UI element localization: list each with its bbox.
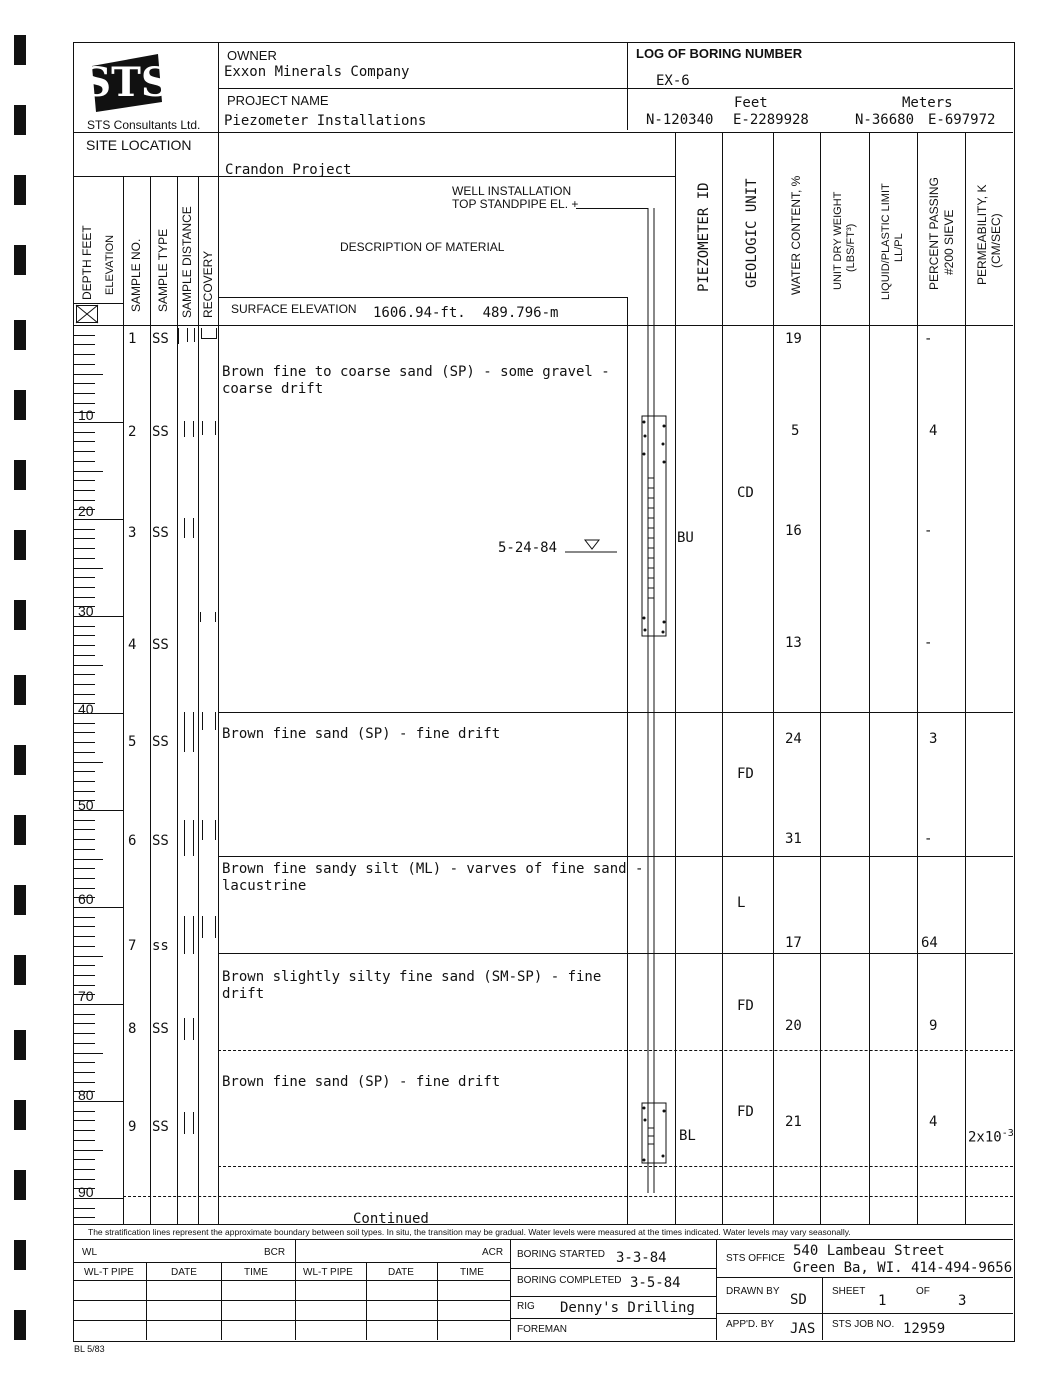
ruler-tick bbox=[73, 568, 103, 569]
office-address-1: 540 Lambeau Street bbox=[793, 1243, 945, 1259]
geologic-unit-4: FD bbox=[737, 998, 754, 1014]
geologic-header: GEOLOGIC UNIT bbox=[744, 178, 760, 288]
liquid-limit-units: LL/PL bbox=[893, 233, 905, 262]
drawn-by-label: DRAWN BY bbox=[726, 1286, 780, 1297]
depth-80: 80 bbox=[78, 1087, 94, 1103]
sheet-value: 1 bbox=[878, 1293, 887, 1309]
water-content-6: 31 bbox=[785, 831, 802, 847]
date-label-1: DATE bbox=[171, 1267, 197, 1278]
ruler-tick bbox=[73, 1072, 95, 1073]
ruler-tick bbox=[73, 655, 95, 656]
wl-pipe-label-1: WL-T PIPE bbox=[84, 1267, 134, 1278]
log-label: LOG OF BORING NUMBER bbox=[636, 46, 803, 61]
percent-passing-header: PERCENT PASSING bbox=[927, 177, 941, 290]
ruler-tick bbox=[73, 839, 95, 840]
description-5: Brown fine sand (SP) - fine drift bbox=[222, 1074, 501, 1090]
ruler-tick bbox=[73, 558, 95, 559]
ruler-tick bbox=[73, 1023, 95, 1024]
ruler-tick bbox=[73, 490, 95, 491]
piezometer-id-upper: BU bbox=[677, 530, 694, 546]
ruler-tick bbox=[73, 364, 95, 365]
ruler-tick bbox=[73, 383, 95, 384]
ruler-tick bbox=[73, 480, 95, 481]
water-content-7: 17 bbox=[785, 935, 802, 951]
ruler-tick bbox=[73, 781, 95, 782]
sample-9-type: SS bbox=[152, 1119, 169, 1135]
sample-7-no: 7 bbox=[128, 938, 137, 954]
date-label-2: DATE bbox=[388, 1267, 414, 1278]
ruler-tick bbox=[73, 1140, 95, 1141]
ruler-tick bbox=[73, 597, 95, 598]
sample-6-type: SS bbox=[152, 833, 169, 849]
ruler-tick bbox=[73, 849, 95, 850]
ruler-tick bbox=[73, 519, 123, 520]
office-label: STS OFFICE bbox=[726, 1253, 785, 1264]
ruler-tick bbox=[73, 820, 95, 821]
sample-6-no: 6 bbox=[128, 833, 137, 849]
ruler-tick bbox=[73, 441, 95, 442]
percent-passing-9: 4 bbox=[929, 1114, 938, 1130]
time-label-2: TIME bbox=[460, 1267, 484, 1278]
ruler-tick bbox=[73, 1014, 95, 1015]
sample-2-no: 2 bbox=[128, 424, 137, 440]
description-4: Brown slightly silty fine sand (SM-SP) - fine drift bbox=[222, 969, 602, 1002]
ruler-tick bbox=[73, 344, 95, 345]
site-value: Crandon Project bbox=[225, 162, 352, 178]
ruler-tick bbox=[73, 374, 103, 375]
northing-m: N-36680 bbox=[855, 112, 915, 128]
rig-label: RIG bbox=[517, 1301, 535, 1312]
boring-completed-value: 3-5-84 bbox=[630, 1275, 681, 1291]
drawn-by-value: SD bbox=[790, 1292, 807, 1308]
percent-passing-5: 3 bbox=[929, 731, 938, 747]
boring-completed-label: BORING COMPLETED bbox=[517, 1275, 622, 1286]
site-label: SITE LOCATION bbox=[86, 137, 192, 153]
dry-weight-header: UNIT DRY WEIGHT bbox=[832, 191, 844, 290]
depth-70: 70 bbox=[78, 988, 94, 1004]
water-content-3: 16 bbox=[785, 523, 802, 539]
surface-elevation-value: 1606.94-ft. 489.796-m bbox=[373, 305, 559, 321]
ruler-tick bbox=[73, 956, 103, 957]
ruler-tick bbox=[73, 694, 95, 695]
water-content-4: 13 bbox=[785, 635, 802, 651]
sample-4-type: SS bbox=[152, 637, 169, 653]
boring-number: EX-6 bbox=[656, 73, 690, 89]
description-3: Brown fine sandy silt (ML) - varves of fine sand - lacustrine bbox=[222, 861, 644, 894]
form-frame bbox=[73, 42, 1015, 1342]
ruler-tick bbox=[73, 723, 95, 724]
sample-no-header: SAMPLE NO. bbox=[129, 238, 143, 312]
ruler-tick bbox=[73, 917, 95, 918]
boring-started-label: BORING STARTED bbox=[517, 1249, 605, 1260]
northing-feet: N-120340 bbox=[646, 112, 714, 128]
percent-passing-3: - bbox=[924, 523, 933, 539]
ruler-tick bbox=[73, 878, 95, 879]
percent-passing-6: - bbox=[924, 831, 933, 847]
sample-3-no: 3 bbox=[128, 525, 137, 541]
depth-10: 10 bbox=[78, 407, 94, 423]
continued-note: Continued bbox=[353, 1211, 429, 1227]
water-level-icon bbox=[565, 538, 617, 554]
sheet-label: SHEET bbox=[832, 1286, 866, 1297]
feet-label: Feet bbox=[734, 95, 768, 111]
project-value: Piezometer Installations bbox=[224, 113, 427, 129]
well-diagram bbox=[636, 208, 676, 1198]
ruler-tick bbox=[73, 1053, 103, 1054]
ruler-tick bbox=[73, 752, 95, 753]
water-content-5: 24 bbox=[785, 731, 802, 747]
owner-value: Exxon Minerals Company bbox=[224, 64, 410, 80]
geologic-unit-1: CD bbox=[737, 485, 754, 501]
ruler-tick bbox=[73, 1111, 95, 1112]
piezometer-header: PIEZOMETER ID bbox=[696, 182, 712, 292]
sample-distance-header: SAMPLE DISTANCE bbox=[180, 206, 194, 318]
ruler-tick bbox=[73, 665, 103, 666]
water-content-1: 19 bbox=[785, 331, 802, 347]
of-value: 3 bbox=[958, 1293, 967, 1309]
ruler-tick bbox=[73, 791, 95, 792]
ruler-tick bbox=[73, 1159, 95, 1160]
sample-8-no: 8 bbox=[128, 1021, 137, 1037]
depth-header: DEPTH FEET bbox=[80, 225, 94, 300]
ruler-tick bbox=[73, 1120, 95, 1121]
sample-3-type: SS bbox=[152, 525, 169, 541]
company-name: STS Consultants Ltd. bbox=[87, 118, 201, 132]
ruler-tick bbox=[73, 907, 123, 908]
ruler-tick bbox=[73, 548, 95, 549]
sample-4-no: 4 bbox=[128, 637, 137, 653]
description-1: Brown fine to coarse sand (SP) - some gravel - coarse drift bbox=[222, 364, 610, 397]
description-header: DESCRIPTION OF MATERIAL bbox=[340, 240, 505, 254]
sample-1-type: SS bbox=[152, 331, 169, 347]
percent-passing-8: 9 bbox=[929, 1018, 938, 1034]
ruler-tick bbox=[73, 432, 95, 433]
approved-by-value: JAS bbox=[790, 1321, 816, 1337]
ruler-tick bbox=[73, 771, 95, 772]
job-no-label: STS JOB NO. bbox=[832, 1319, 895, 1330]
ruler-tick bbox=[73, 1169, 95, 1170]
sample-5-no: 5 bbox=[128, 734, 137, 750]
ruler-tick bbox=[73, 859, 103, 860]
percent-passing-7: 64 bbox=[921, 935, 938, 951]
percent-passing-2: 4 bbox=[929, 423, 938, 439]
ruler-tick bbox=[73, 926, 95, 927]
depth-90: 90 bbox=[78, 1184, 94, 1200]
ruler-tick bbox=[73, 975, 95, 976]
easting-feet: E-2289928 bbox=[733, 112, 809, 128]
time-label-1: TIME bbox=[244, 1267, 268, 1278]
water-header: WATER CONTENT, % bbox=[789, 175, 803, 295]
ruler-tick bbox=[73, 1033, 95, 1034]
foreman-label: FOREMAN bbox=[517, 1324, 567, 1335]
depth-50: 50 bbox=[78, 797, 94, 813]
ruler-tick bbox=[73, 635, 95, 636]
owner-label: OWNER bbox=[227, 48, 277, 63]
ruler-tick bbox=[73, 1208, 95, 1209]
boring-started-value: 3-3-84 bbox=[616, 1250, 667, 1266]
recovery-header: RECOVERY bbox=[201, 250, 215, 318]
geologic-unit-2: FD bbox=[737, 766, 754, 782]
ruler-tick bbox=[73, 500, 95, 501]
ruler-tick bbox=[73, 1150, 103, 1151]
depth-20: 20 bbox=[78, 503, 94, 519]
project-label: PROJECT NAME bbox=[227, 93, 329, 108]
well-installation-label: WELL INSTALLATION bbox=[452, 184, 572, 198]
water-content-8: 20 bbox=[785, 1018, 802, 1034]
water-content-2: 5 bbox=[791, 423, 800, 439]
depth-30: 30 bbox=[78, 603, 94, 619]
job-no-value: 12959 bbox=[903, 1321, 946, 1337]
sample-5-type: SS bbox=[152, 734, 169, 750]
elevation-header: ELEVATION bbox=[104, 234, 116, 295]
sts-logo bbox=[82, 52, 170, 114]
corner-x-box bbox=[76, 305, 98, 323]
ruler-tick bbox=[73, 1179, 95, 1180]
sample-7-type: ss bbox=[152, 938, 169, 954]
sample-2-type: SS bbox=[152, 424, 169, 440]
permeability-units: (CM/SEC) bbox=[989, 213, 1003, 268]
ruler-tick bbox=[73, 529, 95, 530]
permeability-value: $2x10^{-3}$ bbox=[968, 1128, 1014, 1146]
percent-passing-1: - bbox=[924, 331, 933, 347]
percent-passing-4: - bbox=[924, 635, 933, 651]
ruler-tick bbox=[73, 829, 95, 830]
meters-label: Meters bbox=[902, 95, 953, 111]
wl-label: WL bbox=[82, 1247, 97, 1258]
ruler-tick bbox=[73, 1062, 95, 1063]
sample-8-type: SS bbox=[152, 1021, 169, 1037]
sample-1-no: 1 bbox=[128, 331, 137, 347]
ruler-tick bbox=[73, 577, 95, 578]
ruler-tick bbox=[73, 965, 95, 966]
ruler-tick bbox=[73, 538, 95, 539]
ruler-tick bbox=[73, 674, 95, 675]
footnote: The stratification lines represent the approximate boundary between soil types. In situ, the transition may be gradual. Water levels were measured at the times indicated. Water levels may vary seasonally. bbox=[88, 1227, 851, 1237]
water-level-date: 5-24-84 bbox=[498, 540, 558, 556]
of-label: OF bbox=[916, 1286, 930, 1297]
ruler-tick bbox=[73, 335, 95, 336]
geologic-unit-5: FD bbox=[737, 1104, 754, 1120]
ruler-tick bbox=[73, 1043, 95, 1044]
water-content-9: 21 bbox=[785, 1114, 802, 1130]
ruler-tick bbox=[73, 936, 95, 937]
ruler-tick bbox=[73, 354, 95, 355]
depth-40: 40 bbox=[78, 701, 94, 717]
ruler-tick bbox=[73, 1082, 95, 1083]
rig-value: Denny's Drilling bbox=[560, 1300, 695, 1316]
wl-pipe-label-2: WL-T PIPE bbox=[303, 1267, 353, 1278]
ruler-tick bbox=[73, 587, 95, 588]
form-code: BL 5/83 bbox=[74, 1344, 105, 1354]
bcr-label: BCR bbox=[264, 1247, 286, 1258]
ruler-tick bbox=[73, 403, 95, 404]
ruler-tick bbox=[73, 684, 95, 685]
ruler-tick bbox=[73, 451, 95, 452]
ruler-tick bbox=[73, 732, 95, 733]
ruler-tick bbox=[73, 645, 95, 646]
ruler-tick bbox=[73, 393, 95, 394]
surface-elevation-label: SURFACE ELEVATION bbox=[231, 302, 357, 316]
ruler-tick bbox=[73, 946, 95, 947]
description-2: Brown fine sand (SP) - fine drift bbox=[222, 726, 501, 742]
ruler-tick bbox=[73, 1130, 95, 1131]
ruler-tick bbox=[73, 868, 95, 869]
sample-9-no: 9 bbox=[128, 1119, 137, 1135]
ruler-tick bbox=[73, 888, 95, 889]
ruler-tick bbox=[73, 471, 103, 472]
geologic-unit-3: L bbox=[737, 895, 746, 911]
logo-text: STS bbox=[82, 59, 170, 106]
liquid-limit-header: LIQUID/PLASTIC LIMIT bbox=[880, 183, 892, 300]
office-address-2: Green Ba, WI. 414-494-9656 bbox=[793, 1260, 1013, 1276]
easting-m: E-697972 bbox=[928, 112, 996, 128]
approved-by-label: APP'D. BY bbox=[726, 1319, 775, 1330]
ruler-tick bbox=[73, 985, 95, 986]
sample-type-header: SAMPLE TYPE bbox=[156, 228, 170, 312]
ruler-tick bbox=[73, 742, 95, 743]
percent-passing-units: #200 SIEVE bbox=[942, 209, 956, 275]
ruler-tick bbox=[73, 461, 95, 462]
acr-label: ACR bbox=[482, 1247, 504, 1258]
ruler-tick bbox=[73, 1004, 123, 1005]
ruler-tick bbox=[73, 626, 95, 627]
ruler-tick bbox=[73, 762, 103, 763]
ruler-tick bbox=[73, 1217, 95, 1218]
dry-weight-units: (LBS/FT³) bbox=[845, 223, 857, 272]
piezometer-id-lower: BL bbox=[679, 1128, 696, 1144]
permeability-header: PERMEABILITY, K bbox=[975, 184, 989, 285]
depth-60: 60 bbox=[78, 891, 94, 907]
top-standpipe-label: TOP STANDPIPE EL. + bbox=[452, 197, 579, 211]
